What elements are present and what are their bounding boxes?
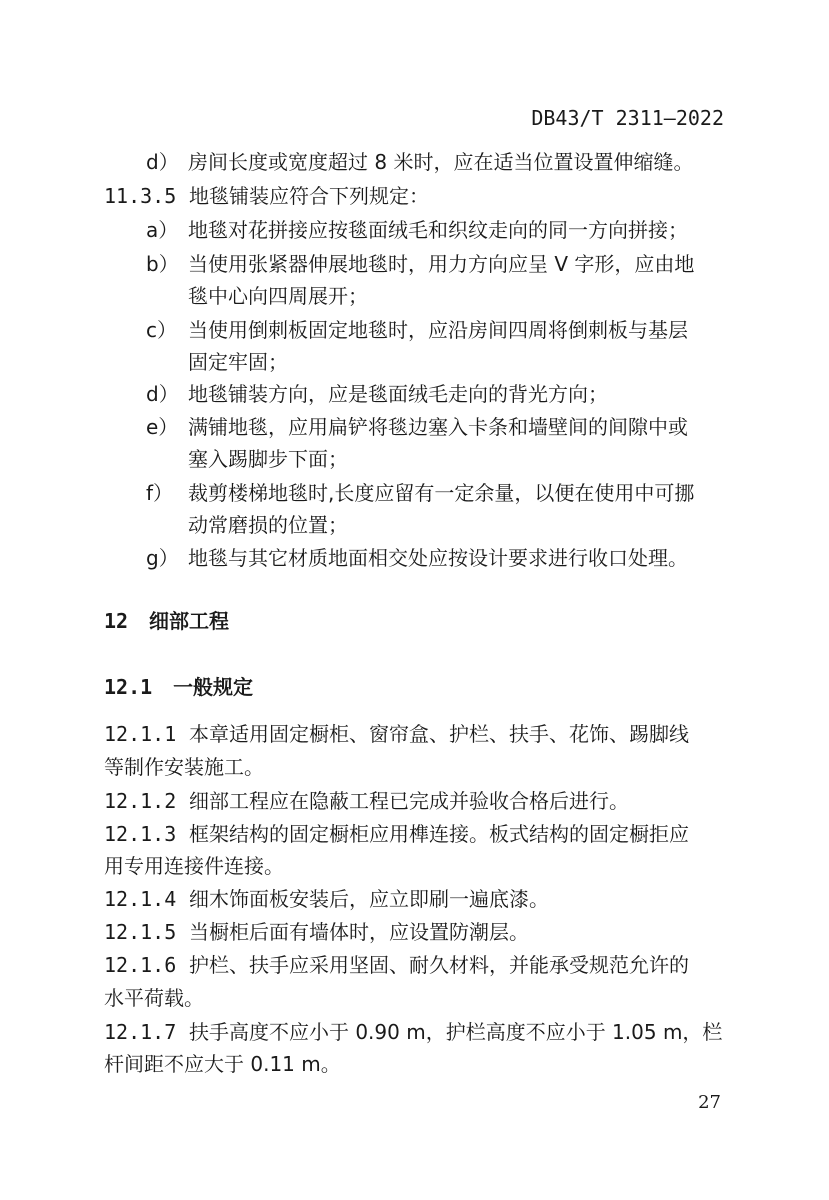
list-item-d-prev — [146, 145, 693, 179]
clause-12-1-2 — [104, 784, 629, 818]
clause-12-1-3 — [104, 817, 689, 851]
list-text: 房间长度或宽度超过 8 米时，应在适当位置设置伸缩缝。 — [188, 150, 694, 174]
list-item-b — [146, 247, 694, 281]
clause-text-continuation: 杆间距不应大于 0.11 m。 — [104, 1052, 341, 1076]
list-item-a — [146, 213, 688, 247]
clause-11-3-5 — [104, 179, 429, 213]
clause-text: 当橱柜后面有墙体时，应设置防潮层。 — [188, 920, 529, 944]
clause-number: 12.1.6 — [104, 953, 177, 977]
list-label: c） — [146, 318, 177, 342]
clause-number: 12.1.3 — [104, 822, 177, 846]
list-text: 当使用张紧器伸展地毯时，用力方向应呈 V 字形，应由地 — [188, 252, 695, 276]
clause-number: 12.1.2 — [104, 789, 177, 813]
section-heading — [104, 670, 253, 704]
clause-text: 细部工程应在隐蔽工程已完成并验收合格后进行。 — [188, 789, 629, 813]
chapter-heading — [104, 604, 229, 638]
clause-12-1-5 — [104, 915, 529, 949]
list-label: a） — [146, 218, 179, 242]
list-label: f） — [146, 481, 174, 505]
list-label: g） — [146, 546, 179, 570]
section-title: 一般规定 — [173, 675, 254, 699]
chapter-title: 细部工程 — [148, 609, 229, 633]
clause-text-continuation: 用专用连接件连接。 — [104, 854, 284, 878]
chapter-number: 12 — [104, 609, 129, 633]
list-text: 当使用倒刺板固定地毯时，应沿房间四周将倒刺板与基层 — [188, 318, 688, 342]
clause-number: 12.1.4 — [104, 887, 177, 911]
standard-number-header: DB43/T 2311—2022 — [531, 106, 724, 130]
list-text: 地毯对花拼接应按毯面绒毛和织纹走向的同一方向拼接； — [188, 218, 688, 242]
clause-number: 11.3.5 — [104, 184, 177, 208]
list-text: 地毯与其它材质地面相交处应按设计要求进行收口处理。 — [188, 546, 688, 570]
list-text: 地毯铺装方向，应是毯面绒毛走向的背光方向； — [188, 382, 608, 406]
clause-text: 本章适用固定橱柜、窗帘盒、护栏、扶手、花饰、踢脚线 — [188, 722, 689, 746]
list-label: d） — [146, 382, 179, 406]
list-text-continuation: 塞入踢脚步下面； — [188, 447, 348, 471]
clause-12-1-7 — [104, 1015, 722, 1049]
clause-text: 护栏、扶手应采用坚固、耐久材料，并能承受规范允许的 — [188, 953, 689, 977]
clause-text: 扶手高度不应小于 0.90 m，护栏高度不应小于 1.05 m，栏 — [188, 1020, 723, 1044]
clause-text-continuation: 等制作安装施工。 — [104, 755, 264, 779]
page-number: 27 — [698, 1092, 721, 1113]
clause-title: 地毯铺装应符合下列规定： — [188, 184, 429, 208]
list-label: e） — [146, 415, 179, 439]
clause-number: 12.1.7 — [104, 1020, 177, 1044]
list-label: b） — [146, 252, 179, 276]
list-item-e — [146, 410, 688, 444]
clause-12-1-1 — [104, 717, 689, 751]
list-item-c — [146, 313, 688, 347]
list-item-g — [146, 541, 688, 575]
list-text-continuation: 毯中心向四周展开； — [188, 284, 368, 308]
clause-12-1-4 — [104, 882, 549, 916]
list-text: 满铺地毯，应用扁铲将毯边塞入卡条和墙壁间的间隙中或 — [188, 415, 688, 439]
clause-number: 12.1.1 — [104, 722, 177, 746]
clause-text: 细木饰面板安装后，应立即刷一遍底漆。 — [188, 887, 549, 911]
clause-number: 12.1.5 — [104, 920, 177, 944]
clause-12-1-6 — [104, 948, 689, 982]
list-item-f — [146, 476, 694, 510]
section-number: 12.1 — [104, 675, 153, 699]
list-label: d） — [146, 150, 179, 174]
list-text-continuation: 动常磨损的位置； — [188, 513, 348, 537]
list-text-continuation: 固定牢固； — [188, 350, 288, 374]
clause-text: 框架结构的固定橱柜应用榫连接。板式结构的固定橱拒应 — [188, 822, 689, 846]
list-item-d — [146, 377, 608, 411]
list-text: 裁剪楼梯地毯时,长度应留有一定余量，以便在使用中可挪 — [188, 481, 695, 505]
clause-text-continuation: 水平荷载。 — [104, 986, 204, 1010]
